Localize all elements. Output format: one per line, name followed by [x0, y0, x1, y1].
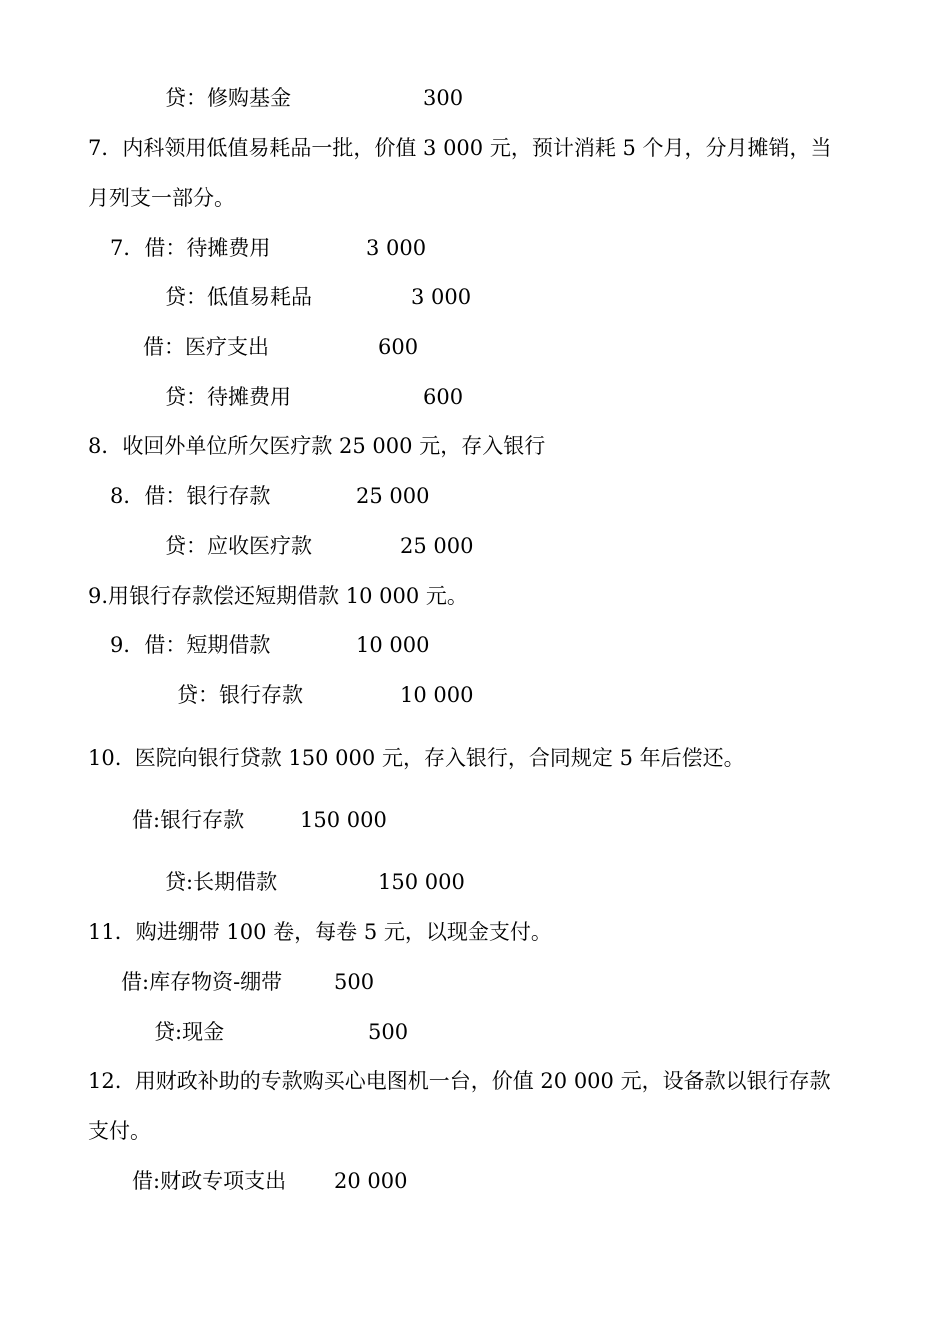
entry-debit-line: 借:库存物资-绷带: [121, 970, 283, 994]
entry-debit-line: 8．借：银行存款: [110, 484, 271, 508]
entry-amount: 25 000: [356, 484, 430, 508]
entry-amount: 600: [423, 385, 464, 409]
question-text: 11．购进绷带 100 卷，每卷 5 元，以现金支付。: [88, 920, 552, 944]
entry-credit-line: 贷:长期借款: [165, 870, 278, 894]
entry-amount: 500: [334, 970, 375, 994]
entry-credit-line: 贷：银行存款: [177, 683, 303, 707]
question-text: 7．内科领用低值易耗品一批，价值 3 000 元，预计消耗 5 个月，分月摊销，当: [88, 136, 832, 160]
entry-debit-line: 借：医疗支出: [143, 335, 269, 359]
entry-amount: 10 000: [400, 683, 474, 707]
entry-amount: 600: [378, 335, 419, 359]
question-text: 12. 用财政补助的专款购买心电图机一台，价值 20 000 元，设备款以银行存款: [88, 1069, 831, 1093]
entry-debit-line: 7．借：待摊费用: [110, 236, 271, 260]
entry-credit-line: 贷：应收医疗款: [165, 534, 312, 558]
entry-amount: 3 000: [366, 236, 427, 260]
entry-amount: 20 000: [334, 1169, 408, 1193]
entry-amount: 25 000: [400, 534, 474, 558]
entry-amount: 3 000: [411, 285, 472, 309]
entry-amount: 150 000: [300, 808, 387, 832]
entry-debit-line: 借:财政专项支出: [132, 1169, 287, 1193]
entry-credit-line: 贷：低值易耗品: [165, 285, 312, 309]
entry-amount: 300: [423, 86, 464, 110]
question-text: 9.用银行存款偿还短期借款 10 000 元。: [88, 584, 468, 608]
entry-credit-line: 贷:现金: [154, 1020, 225, 1044]
entry-amount: 500: [368, 1020, 409, 1044]
entry-credit-line: 贷：修购基金: [165, 86, 291, 110]
entry-amount: 10 000: [356, 633, 430, 657]
question-text: 10. 医院向银行贷款 150 000 元，存入银行，合同规定 5 年后偿还。: [88, 746, 745, 770]
question-text: 月列支一部分。: [88, 186, 235, 210]
entry-debit-line: 借:银行存款: [132, 808, 245, 832]
entry-amount: 150 000: [378, 870, 465, 894]
entry-debit-line: 9．借：短期借款: [110, 633, 271, 657]
entry-credit-line: 贷：待摊费用: [165, 385, 291, 409]
question-text: 支付。: [88, 1119, 151, 1143]
question-text: 8．收回外单位所欠医疗款 25 000 元，存入银行: [88, 434, 546, 458]
